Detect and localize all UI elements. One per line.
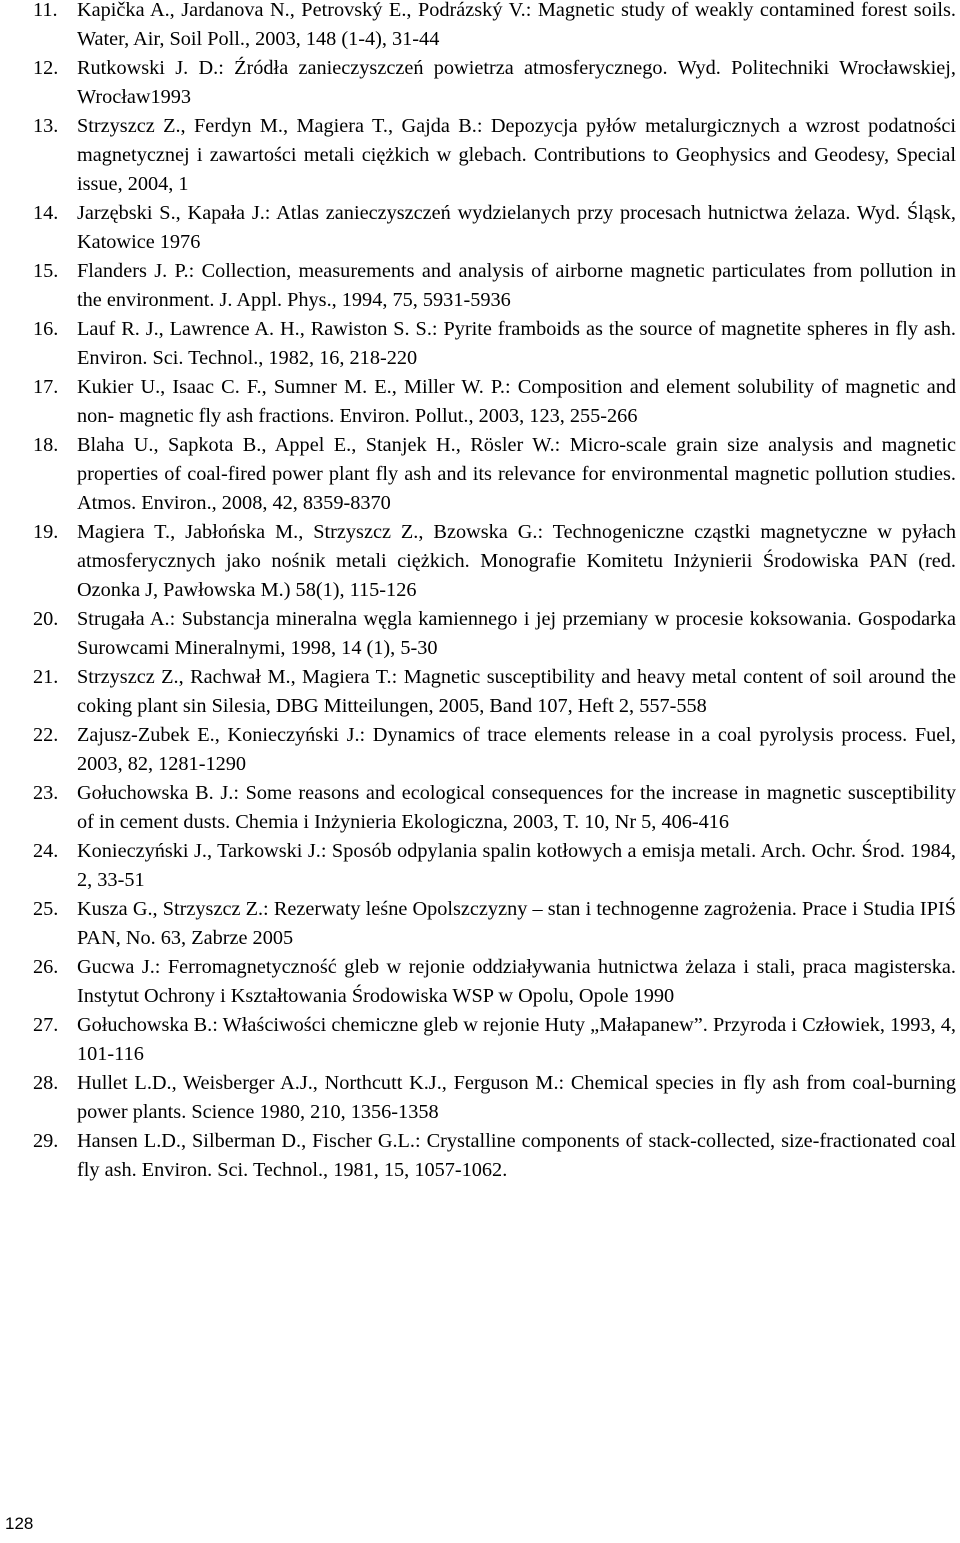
reference-item <box>33 518 956 605</box>
reference-item <box>33 199 956 257</box>
reference-item <box>33 721 956 779</box>
reference-number: 29. <box>33 1130 59 1152</box>
reference-text: Kusza G., Strzyszcz Z.: Rezerwaty leśne Opolszczyzny – stan i technogenne zagrożenia. Prace i Studia IPIŚ PAN, No. 63, Zabrze 2005 <box>77 898 956 949</box>
reference-text: Magiera T., Jabłońska M., Strzyszcz Z., Bzowska G.: Technogeniczne cząstki magnetyczne w pyłach atmosferycznych jako nośnik metali ciężkich. Monografie Komitetu Inżynierii Środowiska PAN (red. Ozonka J, Pawłowska M.) 58(1), 115-126 <box>77 521 956 601</box>
reference-number: 21. <box>33 666 59 688</box>
reference-item <box>33 54 956 112</box>
reference-text: Flanders J. P.: Collection, measurements and analysis of airborne magnetic particulates from pollution in the environment. J. Appl. Phys., 1994, 75, 5931-5936 <box>77 260 956 311</box>
reference-number: 12. <box>33 57 59 79</box>
reference-text: Blaha U., Sapkota B., Appel E., Stanjek H., Rösler W.: Micro-scale grain size analysis and magnetic properties of coal-fired power plant fly ash and its relevance for environmental magnetic pollution studies. Atmos. Environ., 2008, 42, 8359-8370 <box>77 434 956 514</box>
reference-number: 11. <box>33 0 58 21</box>
reference-item <box>33 779 956 837</box>
reference-text: Hullet L.D., Weisberger A.J., Northcutt K.J., Ferguson M.: Chemical species in fly ash from coal-burning power plants. Science 1980, 210, 1356-1358 <box>77 1072 956 1123</box>
reference-text: Kapička A., Jardanova N., Petrovský E., Podrázský V.: Magnetic study of weakly contamined forest soils. Water, Air, Soil Poll., 2003, 148 (1-4), 31-44 <box>77 0 956 50</box>
reference-text: Gołuchowska B. J.: Some reasons and ecological consequences for the increase in magnetic susceptibility of in cement dusts. Chemia i Inżynieria Ekologiczna, 2003, T. 10, Nr 5, 406-416 <box>77 782 956 833</box>
reference-number: 20. <box>33 608 59 630</box>
reference-item <box>33 431 956 518</box>
reference-number: 26. <box>33 956 59 978</box>
reference-number: 24. <box>33 840 59 862</box>
reference-item <box>33 257 956 315</box>
reference-text: Kukier U., Isaac C. F., Sumner M. E., Miller W. P.: Composition and element solubility of magnetic and non- magnetic fly ash fractions. Environ. Pollut., 2003, 123, 255-266 <box>77 376 956 427</box>
reference-text: Zajusz-Zubek E., Konieczyński J.: Dynamics of trace elements release in a coal pyrolysis process. Fuel, 2003, 82, 1281-1290 <box>77 724 956 775</box>
reference-number: 18. <box>33 434 59 456</box>
reference-item <box>33 895 956 953</box>
reference-number: 13. <box>33 115 59 137</box>
reference-item <box>33 373 956 431</box>
reference-number: 28. <box>33 1072 59 1094</box>
reference-number: 19. <box>33 521 59 543</box>
reference-text: Strzyszcz Z., Rachwał M., Magiera T.: Magnetic susceptibility and heavy metal content of soil around the coking plant sin Silesia, DBG Mitteilungen, 2005, Band 107, Heft 2, 557-558 <box>77 666 956 717</box>
reference-number: 16. <box>33 318 59 340</box>
reference-item <box>33 1069 956 1127</box>
reference-number: 22. <box>33 724 59 746</box>
reference-item <box>33 112 956 199</box>
reference-text: Jarzębski S., Kapała J.: Atlas zanieczyszczeń wydzielanych przy procesach hutnictwa żelaza. Wyd. Śląsk, Katowice 1976 <box>77 202 956 253</box>
reference-number: 23. <box>33 782 59 804</box>
reference-number: 14. <box>33 202 59 224</box>
reference-text: Rutkowski J. D.: Źródła zanieczyszczeń powietrza atmosferycznego. Wyd. Politechniki Wrocławskiej, Wrocław1993 <box>77 57 956 108</box>
reference-text: Gołuchowska B.: Właściwości chemiczne gleb w rejonie Huty „Małapanew”. Przyroda i Człowiek, 1993, 4, 101-116 <box>77 1014 956 1065</box>
reference-number: 25. <box>33 898 59 920</box>
reference-text: Hansen L.D., Silberman D., Fischer G.L.: Crystalline components of stack-collected, size-fractionated coal fly ash. Environ. Sci. Technol., 1981, 15, 1057-1062. <box>77 1130 956 1181</box>
reference-item <box>33 315 956 373</box>
reference-text: Strugała A.: Substancja mineralna węgla kamiennego i jej przemiany w procesie koksowania. Gospodarka Surowcami Mineralnymi, 1998, 14 (1), 5-30 <box>77 608 956 659</box>
page-number: 128 <box>5 1514 34 1533</box>
reference-text: Strzyszcz Z., Ferdyn M., Magiera T., Gajda B.: Depozycja pyłów metalurgicznych a wzrost podatności magnetycznej i zawartości metali ciężkich w glebach. Contributions to Geophysics and Geodesy, Special issue, 2004, 1 <box>77 115 956 195</box>
reference-item <box>33 837 956 895</box>
reference-number: 27. <box>33 1014 59 1036</box>
reference-item <box>33 1011 956 1069</box>
reference-text: Konieczyński J., Tarkowski J.: Sposób odpylania spalin kotłowych a emisja metali. Arch. Ochr. Środ. 1984, 2, 33-51 <box>77 840 956 891</box>
reference-number: 17. <box>33 376 59 398</box>
reference-item <box>33 1127 956 1185</box>
reference-item <box>33 0 956 54</box>
reference-text: Lauf R. J., Lawrence A. H., Rawiston S. S.: Pyrite framboids as the source of magnetite spheres in fly ash. Environ. Sci. Technol., 1982, 16, 218-220 <box>77 318 956 369</box>
reference-item <box>33 605 956 663</box>
reference-number: 15. <box>33 260 59 282</box>
reference-item <box>33 953 956 1011</box>
reference-text: Gucwa J.: Ferromagnetyczność gleb w rejonie oddziaływania hutnictwa żelaza i stali, praca magisterska. Instytut Ochrony i Kształtowania Środowiska WSP w Opolu, Opole 1990 <box>77 956 956 1007</box>
reference-item <box>33 663 956 721</box>
reference-list <box>33 0 956 1185</box>
